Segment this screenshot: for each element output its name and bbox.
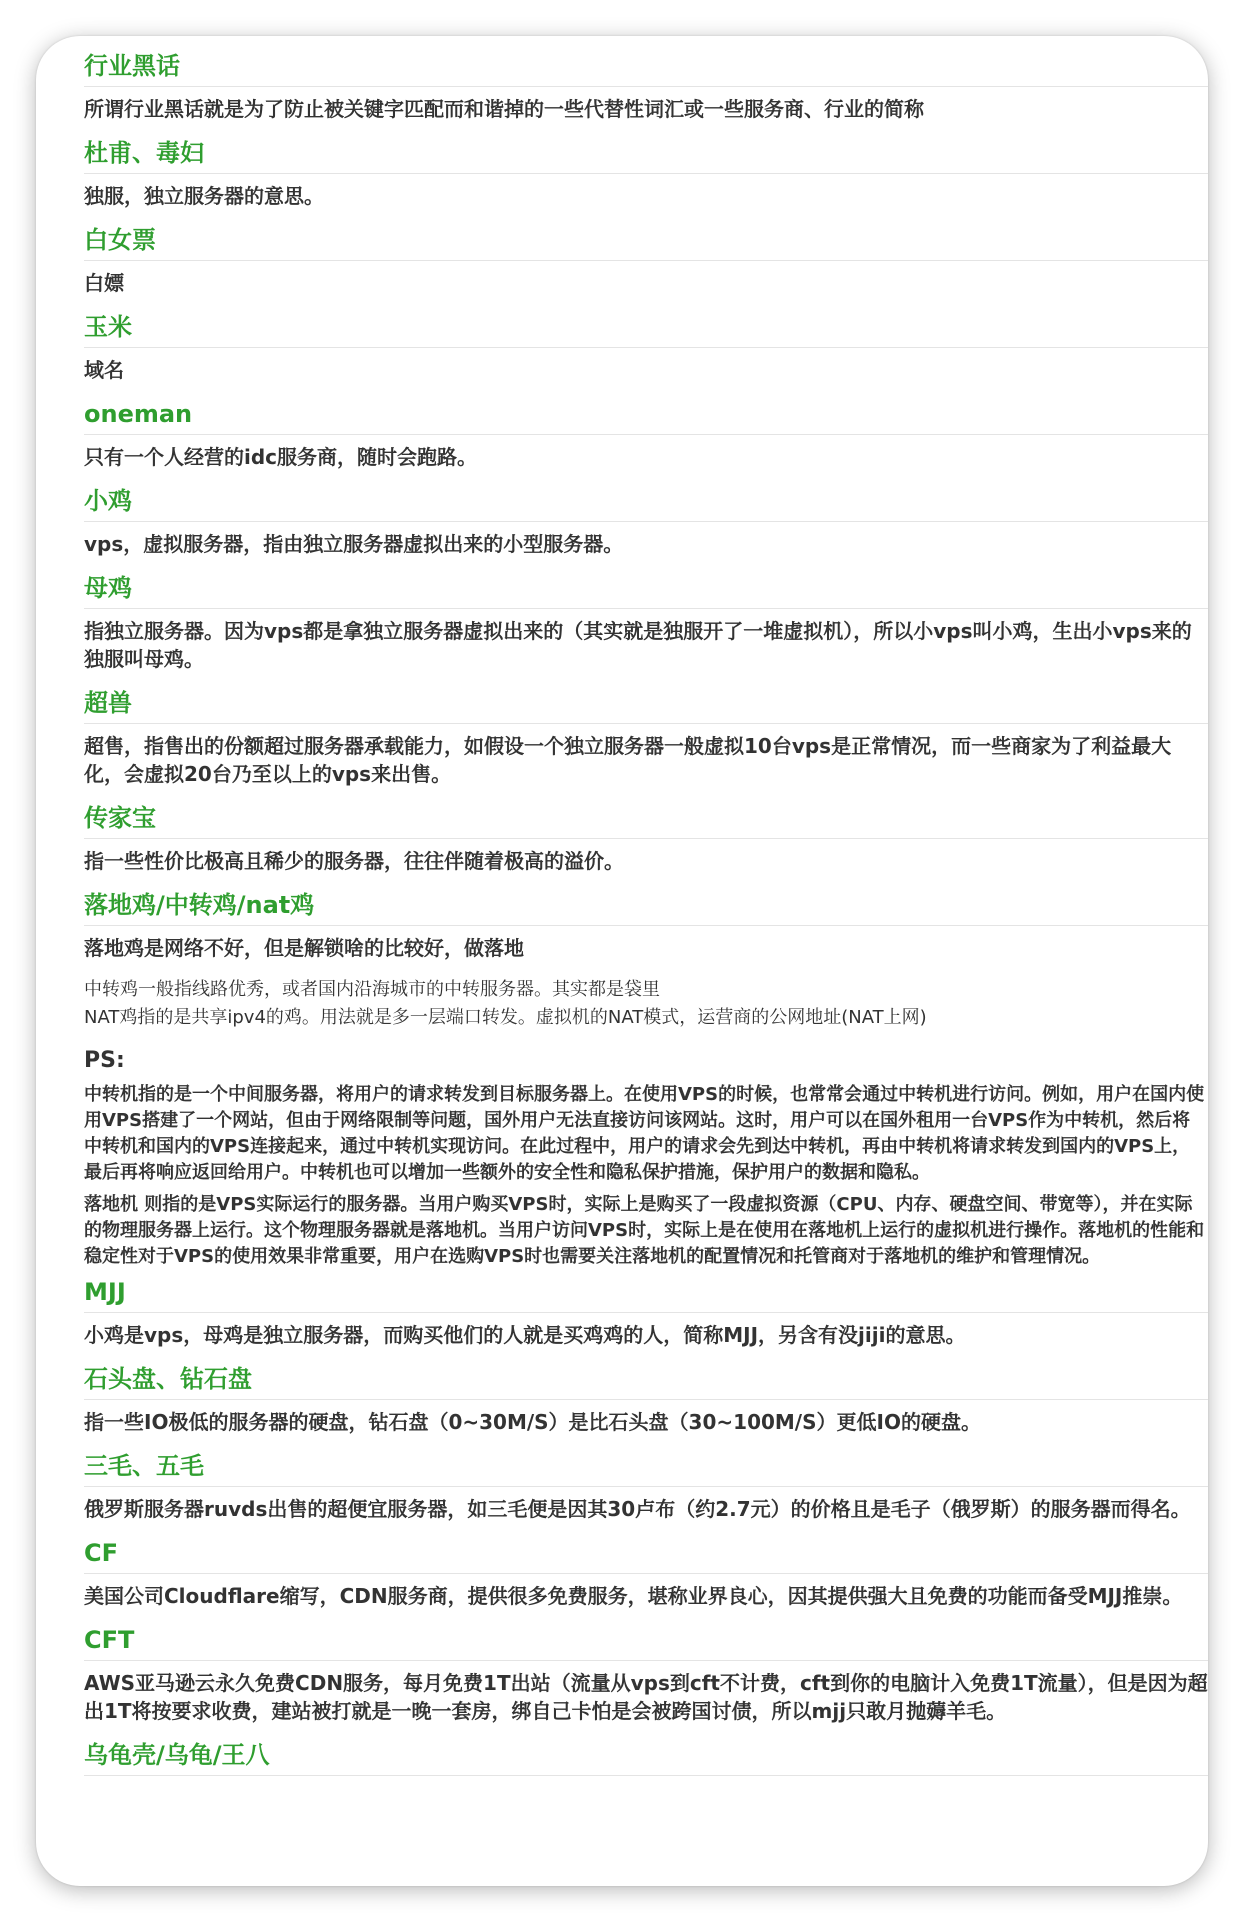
document-card[interactable] [36,36,1208,1886]
term-definition: 白嫖 [84,271,124,295]
term-definition: 独服，独立服务器的意思。 [84,184,324,208]
term-note: NAT鸡指的是共享ipv4的鸡。用法就是多一层端口转发。虚拟机的NAT模式，运营商的公网地址(NAT上网) [84,1007,927,1028]
term-heading: CFT [84,1624,1208,1661]
ps-paragraph: 落地机 则指的是VPS实际运行的服务器。当用户购买VPS时，实际上是购买了一段虚拟资源（CPU、内存、硬盘空间、带宽等），并在实际的物理服务器上运行。这个物理服务器就是落地机。当用户访问VPS时，实际上是在使用在落地机上运行的虚拟机进行操作。落地机的性能和稳定性对于VPS的使用效果非常重要，用户在选购VPS时也需要关注落地机的配置情况和托管商对于落地机的维护和管理情况。 [84,1194,1205,1267]
ps-heading: PS: [84,1048,125,1073]
term-heading: CF [84,1537,1208,1574]
section-intro: 所谓行业黑话就是为了防止被关键字匹配而和谐掉的一些代替性词汇或一些服务商、行业的简称 [84,97,924,121]
term-heading: 三毛、五毛 [84,1450,1208,1487]
term-definition: vps，虚拟服务器，指由独立服务器虚拟出来的小型服务器。 [84,532,624,556]
term-definition: 小鸡是vps，母鸡是独立服务器，而购买他们的人就是买鸡鸡的人，简称MJJ，另含有没jiji的意思。 [84,1323,966,1347]
term-heading: 落地鸡/中转鸡/nat鸡 [84,889,1208,926]
section-title: 行业黑话 [84,50,1208,87]
glossary-content [84,50,1208,1790]
term-definition: 域名 [84,358,124,382]
term-heading: 超兽 [84,687,1208,724]
term-heading: 杜甫、毒妇 [84,137,1208,174]
term-definition: AWS亚马逊云永久免费CDN服务，每月免费1T出站（流量从vps到cft不计费，cft到你的电脑计入免费1T流量），但是因为超出1T将按要求收费，建站被打就是一晚一套房，绑自己卡怕是会被跨国讨债，所以mjj只敢月抛薅羊毛。 [84,1671,1208,1723]
term-definition: 落地鸡是网络不好，但是解锁啥的比较好，做落地 [84,936,524,960]
term-heading: 石头盘、钻石盘 [84,1363,1208,1400]
term-heading: 小鸡 [84,485,1208,522]
term-definition: 指一些性价比极高且稀少的服务器，往往伴随着极高的溢价。 [84,849,624,873]
ps-paragraph: 中转机指的是一个中间服务器，将用户的请求转发到目标服务器上。在使用VPS的时候，也常常会通过中转机进行访问。例如，用户在国内使用VPS搭建了一个网站，但由于网络限制等问题，国外用户无法直接访问该网站。这时，用户可以在国外租用一台VPS作为中转机，然后将中转机和国内的VPS连接起来，通过中转机实现访问。在此过程中，用户的请求会先到达中转机，再由中转机将请求转发到国内的VPS上，最后再将响应返回给用户。中转机也可以增加一些额外的安全性和隐私保护措施，保护用户的数据和隐私。 [84,1084,1205,1183]
term-heading: 白女票 [84,224,1208,261]
term-definition: 只有一个人经营的idc服务商，随时会跑路。 [84,445,478,469]
term-heading: oneman [84,398,1208,435]
term-definition: 超售，指售出的份额超过服务器承载能力，如假设一个独立服务器一般虚拟10台vps是正常情况，而一些商家为了利益最大化，会虚拟20台乃至以上的vps来出售。 [84,734,1172,786]
term-heading: 母鸡 [84,572,1208,609]
term-definition: 指一些IO极低的服务器的硬盘，钻石盘（0~30M/S）是比石头盘（30~100M/S）更低IO的硬盘。 [84,1410,981,1434]
term-heading: 传家宝 [84,802,1208,839]
term-definition: 俄罗斯服务器ruvds出售的超便宜服务器，如三毛便是因其30卢布（约2.7元）的价格且是毛子（俄罗斯）的服务器而得名。 [84,1497,1191,1521]
term-heading: 玉米 [84,311,1208,348]
term-note: 中转鸡一般指线路优秀，或者国内沿海城市的中转服务器。其实都是袋里 [84,979,660,1000]
term-definition: 美国公司Cloudflare缩写，CDN服务商，提供很多免费服务，堪称业界良心，因其提供强大且免费的功能而备受MJJ推崇。 [84,1584,1183,1608]
term-heading: 乌龟壳/乌龟/王八 [84,1739,1208,1776]
term-definition: 指独立服务器。因为vps都是拿独立服务器虚拟出来的（其实就是独服开了一堆虚拟机），所以小vps叫小鸡，生出小vps来的独服叫母鸡。 [84,619,1192,671]
term-heading: MJJ [84,1276,1208,1313]
